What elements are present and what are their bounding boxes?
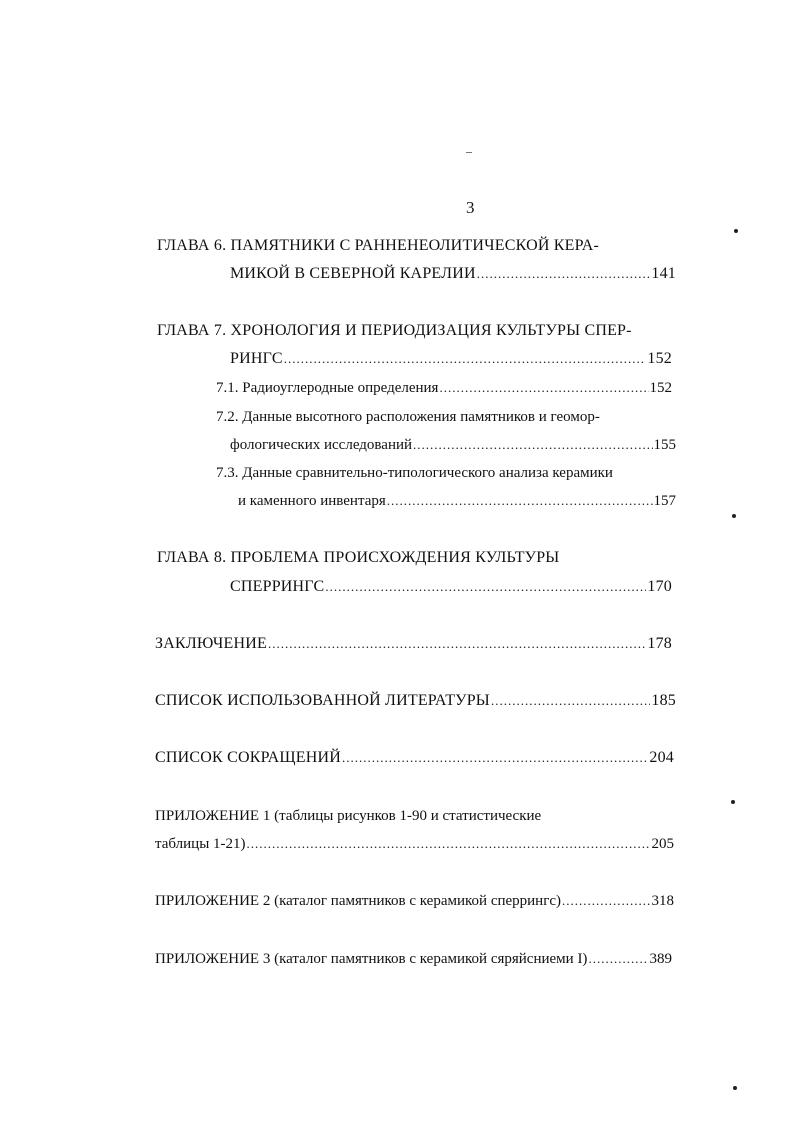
scan-speck <box>731 800 735 804</box>
scan-speck <box>733 1086 737 1090</box>
leader-dots <box>284 348 647 370</box>
toc-7-3-page: 157 <box>653 493 676 509</box>
toc-ch7-title-line2: РИНГС <box>230 350 283 367</box>
toc-app2-title: ПРИЛОЖЕНИЕ 2 (каталог памятников с керамикой сперрингс) <box>155 893 562 909</box>
toc-app2-page: 318 <box>651 893 674 909</box>
toc-app1-title-line2: таблицы 1-21) <box>155 836 246 852</box>
leader-dots <box>562 890 650 912</box>
scan-speck <box>734 229 738 233</box>
toc-ch6-title-line1: ГЛАВА 6. ПАМЯТНИКИ С РАННЕНЕОЛИТИЧЕСКОЙ КЕРА- <box>157 237 599 254</box>
leader-dots <box>387 490 653 512</box>
toc-7-2-entry <box>230 434 676 456</box>
toc-7-2-title-line1: 7.2. Данные высотного расположения памятников и геомор- <box>216 409 600 425</box>
leader-dots <box>342 747 648 769</box>
toc-references-title: СПИСОК ИСПОЛЬЗОВАННОЙ ЛИТЕРАТУРЫ <box>155 692 490 709</box>
leader-dots <box>439 377 648 399</box>
toc-7-1-entry <box>216 377 672 399</box>
toc-7-2-title-line2: фологических исследований <box>230 437 413 453</box>
toc-7-3-title-line2: и каменного инвентаря <box>238 493 386 509</box>
toc-ch7-entry <box>230 348 672 370</box>
leader-dots <box>247 833 651 855</box>
toc-app3-entry <box>155 948 672 970</box>
leader-dots <box>588 948 648 970</box>
toc-ch6-entry <box>230 263 676 285</box>
toc-7-3-entry <box>238 490 676 512</box>
leader-dots <box>413 434 652 456</box>
toc-7-3-title-line1: 7.3. Данные сравнительно-типологического анализа керамики <box>216 465 613 481</box>
toc-app2-entry <box>155 890 674 912</box>
scan-mark <box>466 152 472 153</box>
toc-references-page: 185 <box>651 692 676 709</box>
toc-abbreviations-title: СПИСОК СОКРАЩЕНИЙ <box>155 749 341 766</box>
toc-ch6-title-line2: МИКОЙ В СЕВЕРНОЙ КАРЕЛИИ <box>230 265 476 282</box>
toc-ch7-page: 152 <box>647 350 672 367</box>
leader-dots <box>268 633 646 655</box>
toc-app3-page: 389 <box>649 951 672 967</box>
toc-references-entry <box>155 690 676 712</box>
toc-ch8-entry <box>230 576 672 598</box>
toc-app1-title-line1: ПРИЛОЖЕНИЕ 1 (таблицы рисунков 1-90 и статистические <box>155 808 542 824</box>
leader-dots <box>491 690 650 712</box>
toc-ch6-page: 141 <box>651 265 676 282</box>
toc-app1-entry <box>155 833 674 855</box>
toc-app3-title: ПРИЛОЖЕНИЕ 3 (каталог памятников с керамикой сяряйсниеми I) <box>155 951 588 967</box>
toc-ch8-page: 170 <box>647 578 672 595</box>
toc-abbreviations-page: 204 <box>649 749 674 766</box>
toc-ch8-title-line1: ГЛАВА 8. ПРОБЛЕМА ПРОИСХОЖДЕНИЯ КУЛЬТУРЫ <box>157 549 560 566</box>
toc-app1-page: 205 <box>651 836 674 852</box>
scan-speck <box>732 514 736 518</box>
leader-dots <box>477 263 651 285</box>
toc-7-1-page: 152 <box>649 380 672 396</box>
toc-conclusion-title: ЗАКЛЮЧЕНИЕ <box>155 635 267 652</box>
toc-abbreviations-entry <box>155 747 674 769</box>
toc-ch8-title-line2: СПЕРРИНГС <box>230 578 325 595</box>
toc-7-1-title: 7.1. Радиоуглеродные определения <box>216 380 439 396</box>
page-number: 3 <box>466 198 475 217</box>
toc-7-2-page: 155 <box>653 437 676 453</box>
toc-ch7-title-line1: ГЛАВА 7. ХРОНОЛОГИЯ И ПЕРИОДИЗАЦИЯ КУЛЬТУРЫ СПЕР- <box>157 322 632 339</box>
toc-conclusion-page: 178 <box>647 635 672 652</box>
toc-conclusion-entry <box>155 633 672 655</box>
leader-dots <box>325 576 646 598</box>
